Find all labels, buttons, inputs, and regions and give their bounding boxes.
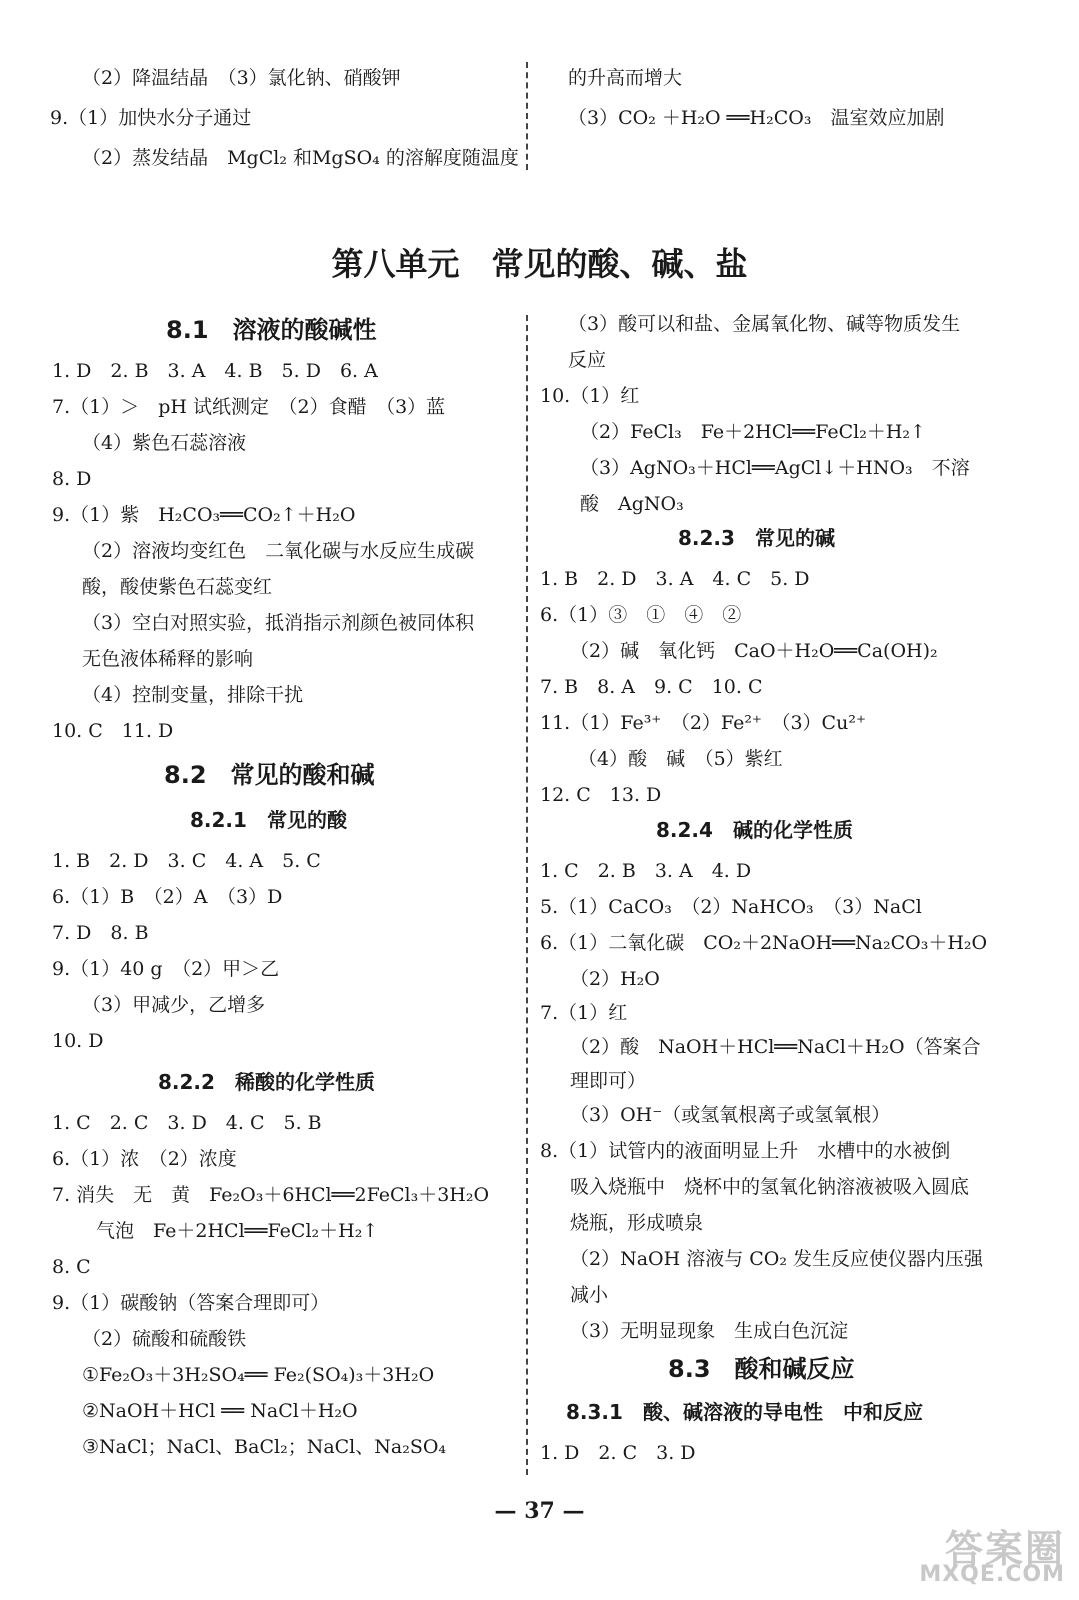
text-line: 7. D 8. B — [52, 922, 149, 944]
text-line: 无色液体稀释的影响 — [82, 648, 254, 670]
text-line: 7.（1）＞ pH 试纸测定 （2）食醋 （3）蓝 — [52, 396, 446, 418]
text-line: （3）甲减少，乙增多 — [82, 994, 266, 1016]
section-heading: 8.1 溶液的酸碱性 — [166, 316, 377, 344]
text-line: 6.（1）B （2）A （3）D — [52, 886, 283, 908]
text-line: 烧瓶，形成喷泉 — [570, 1212, 704, 1234]
text-line: （3）空白对照实验，抵消指示剂颜色被同体积 — [82, 612, 475, 634]
text-line: （3）OH⁻（或氢氧根离子或氢氧根） — [570, 1104, 891, 1126]
text-line: 8. D — [52, 468, 92, 490]
text-line: （2）溶液均变红色 二氧化碳与水反应生成碳 — [82, 540, 475, 562]
text-line: （4）酸 碱 （5）紫红 — [578, 748, 783, 770]
text-line: （2）酸 NaOH＋HCl══NaCl＋H₂O（答案合 — [570, 1036, 981, 1058]
subsection-heading: 8.2.1 常见的酸 — [190, 808, 347, 832]
text-line: （3）无明显现象 生成白色沉淀 — [570, 1320, 849, 1342]
text-line: （4）紫色石蕊溶液 — [82, 432, 247, 454]
text-line: 9.（1）40 g （2）甲＞乙 — [52, 958, 280, 980]
text-line: 反应 — [568, 349, 607, 371]
text-line: 9.（1）碳酸钠（答案合理即可） — [52, 1292, 330, 1314]
text-line: （3）酸可以和盐、金属氧化物、碱等物质发生 — [568, 313, 961, 335]
subsection-heading: 8.2.3 常见的碱 — [678, 526, 835, 550]
section-heading: 8.3 酸和碱反应 — [668, 1355, 855, 1383]
text-line: 1. B 2. D 3. C 4. A 5. C — [52, 850, 321, 872]
watermark-text: 答案圈 — [944, 1527, 1065, 1571]
text-line: 7.（1）红 — [540, 1002, 628, 1024]
column-divider — [526, 62, 528, 170]
section-heading: 8.2 常见的酸和碱 — [164, 761, 375, 789]
page-number: — 37 — — [494, 1498, 585, 1524]
text-line: （4）控制变量，排除干扰 — [82, 684, 304, 706]
subsection-heading: 8.2.4 碱的化学性质 — [656, 818, 853, 842]
text-line: （2）蒸发结晶 MgCl₂ 和MgSO₄ 的溶解度随温度 — [82, 147, 519, 169]
column-divider — [526, 315, 528, 1475]
text-line: （2）降温结晶 （3）氯化钠、硝酸钾 — [82, 67, 401, 89]
text-line: 7. 消失 无 黄 Fe₂O₃＋6HCl══2FeCl₃＋3H₂O — [52, 1184, 490, 1206]
text-line: 5.（1）CaCO₃ （2）NaHCO₃ （3）NaCl — [540, 896, 922, 918]
text-line: （2）NaOH 溶液与 CO₂ 发生反应使仪器内压强 — [570, 1248, 984, 1270]
text-line: 7. B 8. A 9. C 10. C — [540, 676, 763, 698]
text-line: 减小 — [570, 1284, 609, 1306]
text-line: 1. D 2. C 3. D — [540, 1442, 696, 1464]
text-line: 6.（1）③ ① ④ ② — [540, 604, 742, 626]
text-line: 12. C 13. D — [540, 784, 662, 806]
text-line: 酸，酸使紫色石蕊变红 — [82, 576, 273, 598]
text-line: （2）H₂O — [570, 968, 660, 990]
text-line: ②NaOH＋HCl ══ NaCl＋H₂O — [82, 1400, 358, 1422]
text-line: 9.（1）紫 H₂CO₃══CO₂↑＋H₂O — [52, 504, 356, 526]
text-line: ①Fe₂O₃＋3H₂SO₄══ Fe₂(SO₄)₃＋3H₂O — [82, 1364, 435, 1386]
text-line: 10. D — [52, 1030, 104, 1052]
text-line: 理即可） — [570, 1070, 647, 1092]
text-line: 气泡 Fe＋2HCl══FeCl₂＋H₂↑ — [96, 1220, 379, 1242]
text-line: 1. C 2. B 3. A 4. D — [540, 860, 752, 882]
text-line: 9.（1）加快水分子通过 — [50, 107, 252, 129]
unit-title: 第八单元 常见的酸、碱、盐 — [331, 245, 748, 283]
watermark-url: MXQE.COM — [919, 1562, 1065, 1587]
text-line: 11.（1）Fe³⁺ （2）Fe²⁺ （3）Cu²⁺ — [540, 712, 866, 734]
text-line: （2）碱 氧化钙 CaO＋H₂O══Ca(OH)₂ — [570, 640, 938, 662]
text-line: 1. B 2. D 3. A 4. C 5. D — [540, 568, 810, 590]
text-line: ③NaCl；NaCl、BaCl₂；NaCl、Na₂SO₄ — [82, 1436, 447, 1458]
text-line: 的升高而增大 — [568, 67, 683, 89]
text-line: 8.（1）试管内的液面明显上升 水槽中的水被倒 — [540, 1140, 951, 1162]
text-line: （2）硫酸和硫酸铁 — [82, 1328, 247, 1350]
text-line: 10.（1）红 — [540, 385, 640, 407]
text-line: 8. C — [52, 1256, 91, 1278]
subsection-heading: 8.3.1 酸、碱溶液的导电性 中和反应 — [566, 1400, 923, 1424]
text-line: （3）AgNO₃＋HCl══AgCl↓＋HNO₃ 不溶 — [580, 457, 970, 479]
text-line: 吸入烧瓶中 烧杯中的氢氧化钠溶液被吸入圆底 — [570, 1176, 970, 1198]
text-line: 1. C 2. C 3. D 4. C 5. B — [52, 1112, 322, 1134]
text-line: 10. C 11. D — [52, 720, 174, 742]
text-line: 酸 AgNO₃ — [580, 493, 684, 515]
watermark-logo — [915, 1518, 1065, 1588]
text-line: （3）CO₂ ＋H₂O ══H₂CO₃ 温室效应加剧 — [568, 107, 945, 129]
text-line: 6.（1）二氧化碳 CO₂＋2NaOH══Na₂CO₃＋H₂O — [540, 932, 988, 954]
text-line: （2）FeCl₃ Fe＋2HCl══FeCl₂＋H₂↑ — [580, 421, 926, 443]
text-line: 6.（1）浓 （2）浓度 — [52, 1148, 237, 1170]
subsection-heading: 8.2.2 稀酸的化学性质 — [158, 1070, 375, 1094]
text-line: 1. D 2. B 3. A 4. B 5. D 6. A — [52, 360, 378, 382]
